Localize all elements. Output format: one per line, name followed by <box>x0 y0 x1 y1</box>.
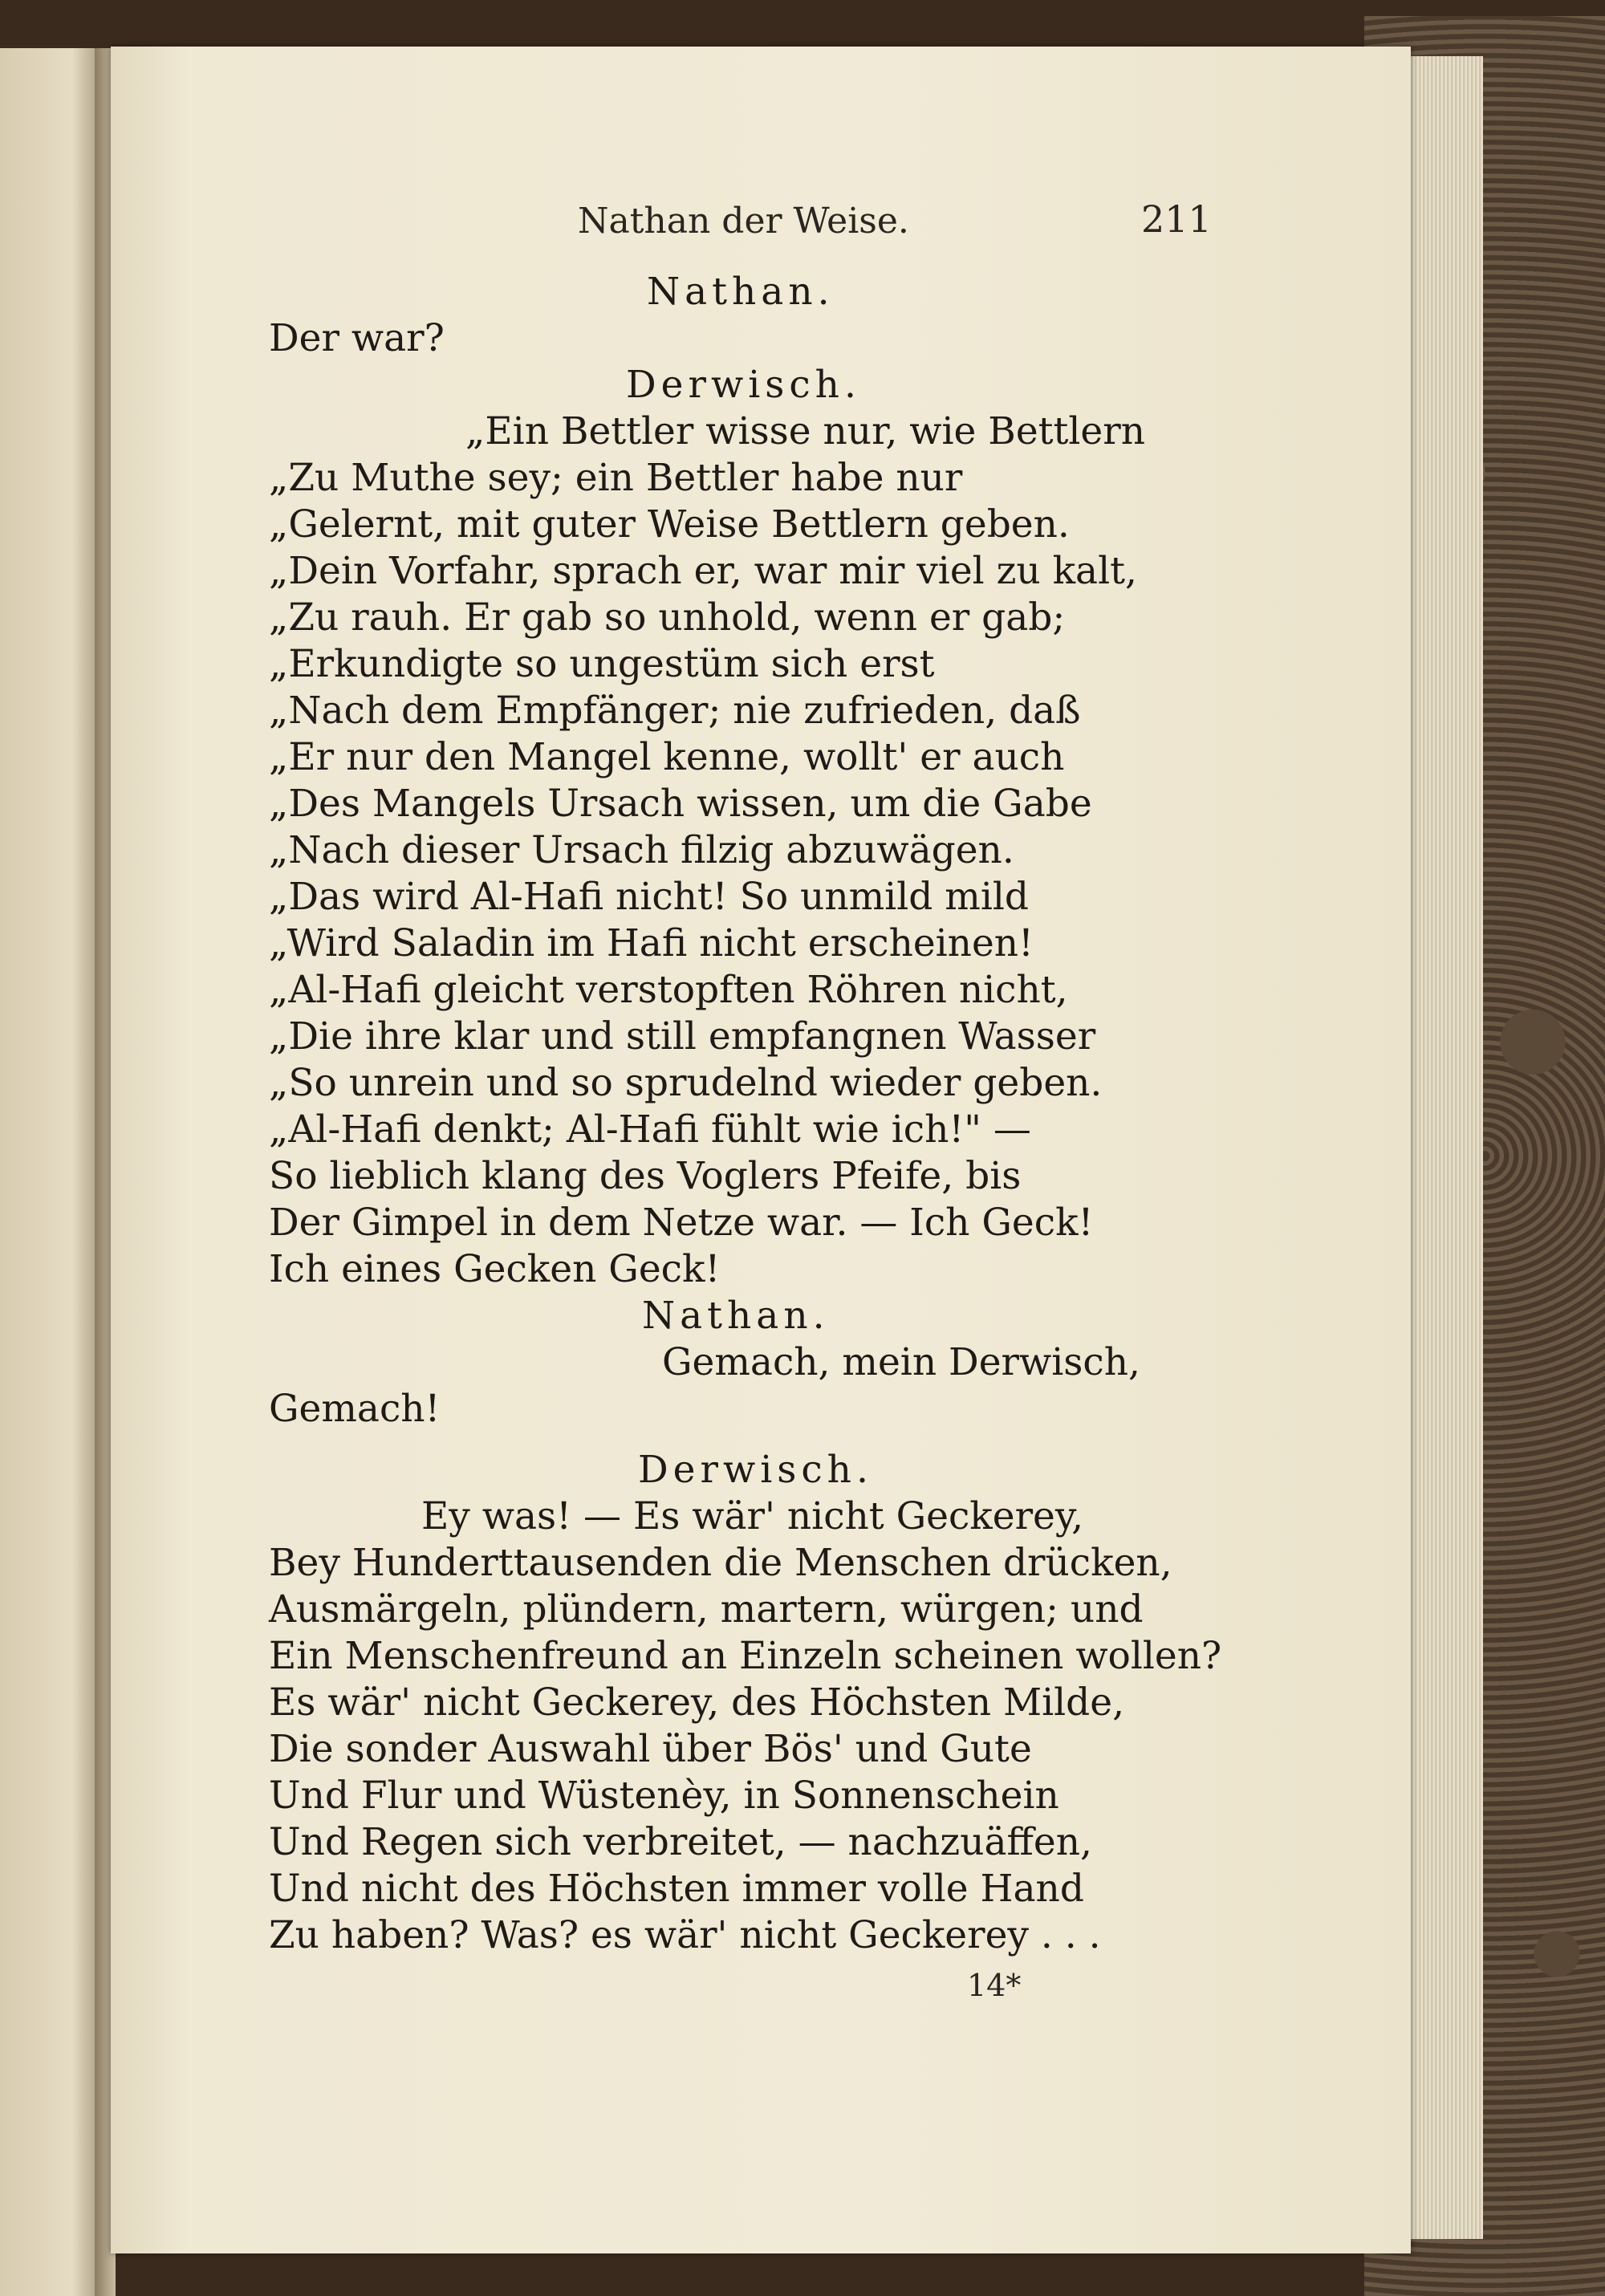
text-line: „Zu rauh. Er gab so unhold, wenn er gab; <box>269 595 1066 640</box>
speaker-label: Nathan. <box>642 1294 830 1338</box>
text-line: Ich eines Gecken Geck! <box>269 1247 721 1291</box>
text-line: Und Flur und Wüstenèy, in Sonnenschein <box>269 1774 1059 1818</box>
text-line: „Wird Saladin im Hafi nicht erscheinen! <box>269 921 1034 965</box>
text-line: „Zu Muthe sey; ein Bettler habe nur <box>269 456 963 500</box>
page-block-edge <box>1411 56 1483 2239</box>
text-line: Und Regen sich verbreitet, — nachzuäffen, <box>269 1820 1092 1864</box>
running-title: Nathan der Weise. <box>578 201 909 242</box>
text-line: „Erkundigte so ungestüm sich erst <box>269 642 935 686</box>
text-line: Und nicht des Höchsten immer volle Hand <box>269 1867 1084 1911</box>
text-line: Ey was! — Es wär' nicht Geckerey, <box>421 1494 1084 1538</box>
text-line: „Al-Hafi denkt; Al-Hafi fühlt wie ich!" — <box>269 1107 1031 1152</box>
text-line: Bey Hunderttausenden die Menschen drücken, <box>269 1541 1172 1585</box>
text-line: Gemach, mein Derwisch, <box>662 1340 1140 1384</box>
page-number: 211 <box>1141 197 1212 241</box>
speaker-label: Derwisch. <box>626 363 861 407</box>
text-line: Der war? <box>269 316 445 360</box>
text-line: „Ein Bettler wisse nur, wie Bettlern <box>465 409 1145 453</box>
text-line: „Die ihre klar und still empfangnen Wasser <box>269 1014 1096 1059</box>
text-line: Der Gimpel in dem Netze war. — Ich Geck! <box>269 1201 1094 1245</box>
text-line: „Er nur den Mangel kenne, wollt' er auch <box>269 735 1065 779</box>
left-page <box>0 48 103 2296</box>
text-line: „Nach dieser Ursach filzig abzuwägen. <box>269 828 1014 872</box>
speaker-label: Derwisch. <box>638 1448 873 1492</box>
text-line: „Des Mangels Ursach wissen, um die Gabe <box>269 782 1092 826</box>
text-line: So lieblich klang des Voglers Pfeife, bis <box>269 1154 1022 1198</box>
text-line: „Dein Vorfahr, sprach er, war mir viel zu kalt, <box>269 549 1137 593</box>
speaker-label: Nathan. <box>647 270 835 314</box>
text-line: „So unrein und so sprudelnd wieder geben. <box>269 1061 1103 1105</box>
text-line: Es wär' nicht Geckerey, des Höchsten Milde, <box>269 1680 1125 1725</box>
text-line: Ein Menschenfreund an Einzeln scheinen wollen? <box>269 1634 1222 1678</box>
text-line: Ausmärgeln, plündern, martern, würgen; und <box>269 1587 1144 1632</box>
text-line: Zu haben? Was? es wär' nicht Geckerey . . . <box>269 1913 1101 1957</box>
text-line: „Das wird Al-Hafi nicht! So unmild mild <box>269 875 1029 919</box>
signature-mark: 14* <box>967 1968 1022 2003</box>
text-line: „Gelernt, mit guter Weise Bettlern geben. <box>269 502 1070 547</box>
text-line: „Al-Hafi gleicht verstopften Röhren nicht, <box>269 968 1068 1012</box>
text-line: Gemach! <box>269 1387 441 1431</box>
text-line: Die sonder Auswahl über Bös' und Gute <box>269 1727 1032 1771</box>
text-line: „Nach dem Empfänger; nie zufrieden, daß <box>269 689 1081 733</box>
